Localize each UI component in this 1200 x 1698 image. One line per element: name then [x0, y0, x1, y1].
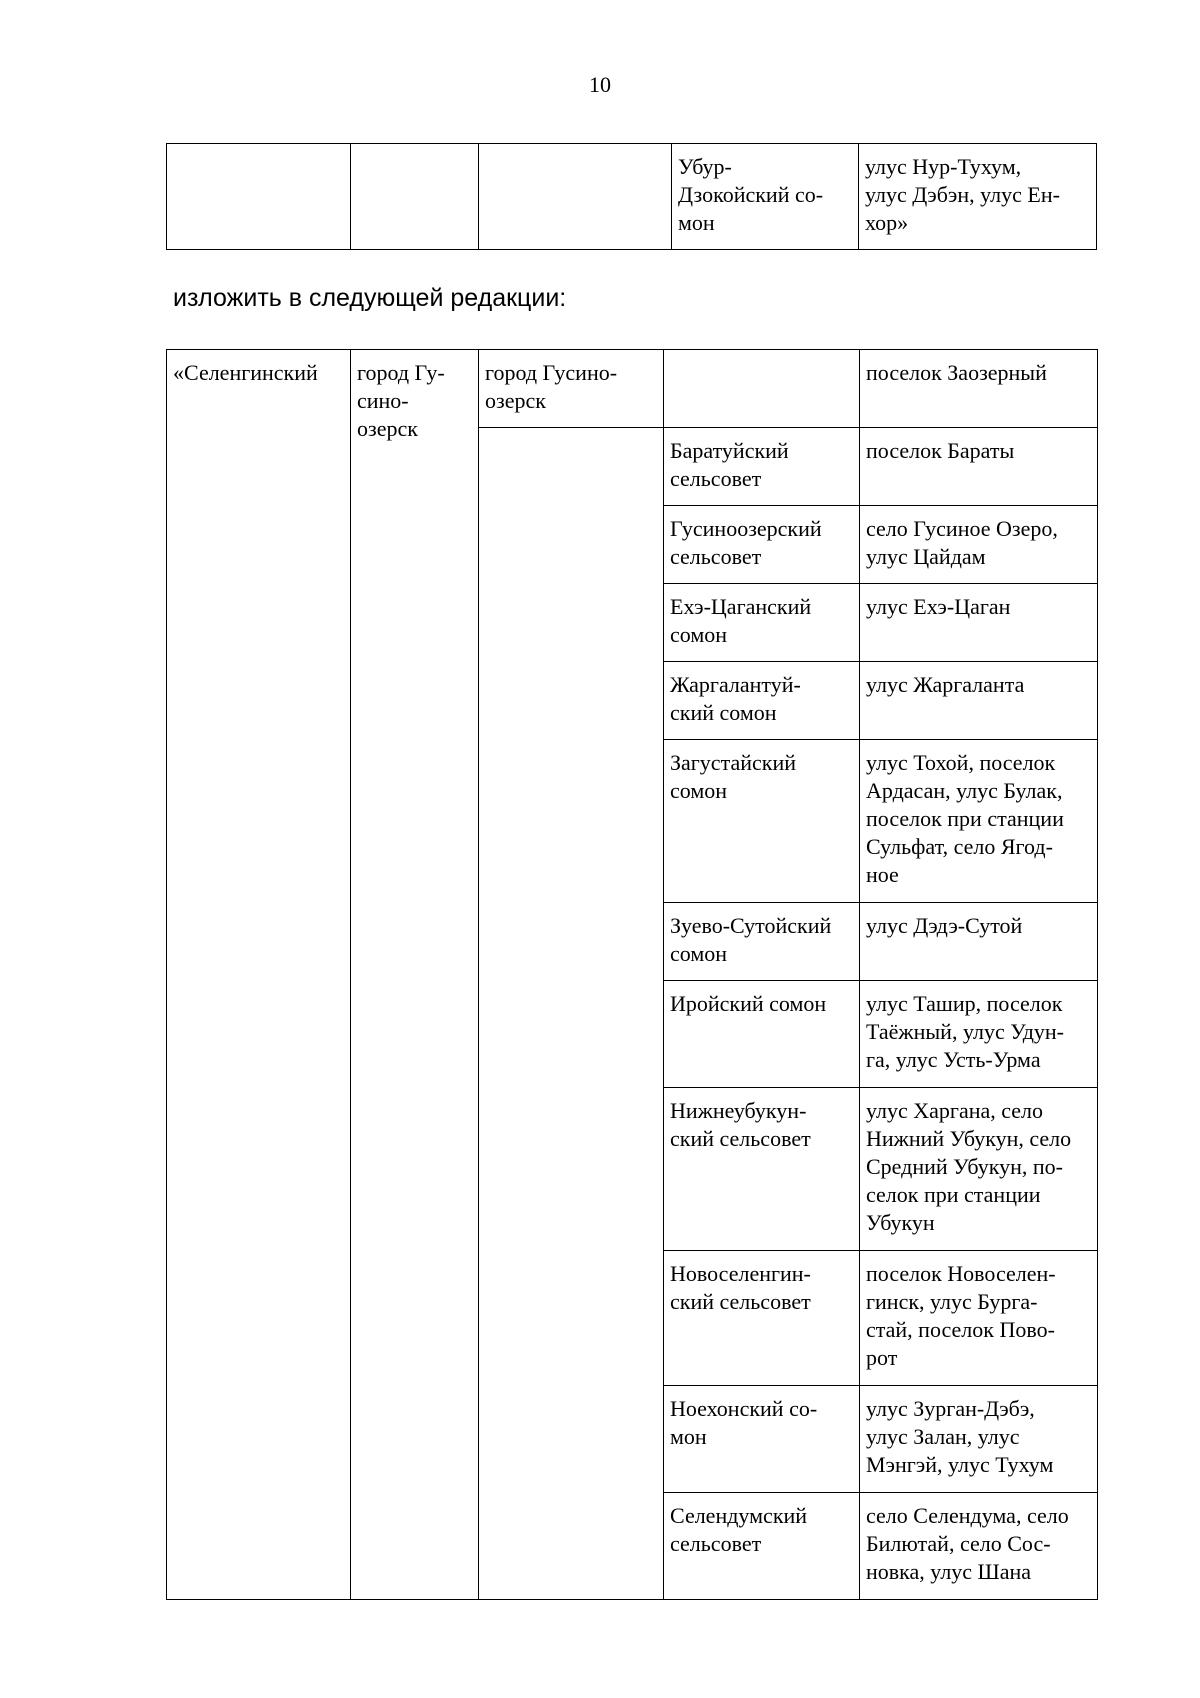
admin-unit-cell — [664, 350, 860, 428]
settlements-cell: улус Дэдэ-Сутой — [860, 903, 1098, 981]
settlements-cell: улус Нур-Тухум, улус Дэбэн, улус Ен- хор» — [859, 144, 1097, 250]
admin-unit-cell: Иройский сомон — [664, 981, 860, 1088]
settlements-cell: село Селендума, село Билютай, село Сос- новка, улус Шана — [860, 1493, 1098, 1600]
instruction-text: изложить в следующей редакции: — [173, 284, 567, 312]
empty-cell — [479, 428, 664, 1600]
table-cell — [479, 144, 672, 250]
district-cell: «Селенгинский — [167, 350, 351, 1600]
settlements-cell: улус Ехэ-Цаган — [860, 584, 1098, 662]
table-cell — [167, 144, 351, 250]
city-settlement-cell: город Гусино- озерск — [479, 350, 664, 428]
admin-unit-cell: Селендумский сельсовет — [664, 1493, 860, 1600]
admin-unit-cell: Баратуйский сельсовет — [664, 428, 860, 506]
table-row — [167, 350, 1098, 428]
settlements-cell: поселок Новоселен- гинск, улус Бурга- стай, поселок Пово- рот — [860, 1251, 1098, 1386]
settlements-cell: улус Жаргаланта — [860, 662, 1098, 740]
settlements-cell: улус Ташир, поселок Таёжный, улус Удун- га, улус Усть-Урма — [860, 981, 1098, 1088]
admin-unit-cell: Нижнеубукун- ский сельсовет — [664, 1088, 860, 1251]
city-district-cell: город Гу- сино- озерск — [351, 350, 479, 1600]
table-row — [167, 144, 1097, 250]
admin-unit-cell: Гусиноозерский сельсовет — [664, 506, 860, 584]
settlements-table — [166, 349, 1098, 1600]
admin-unit-cell: Жаргалантуй- ский сомон — [664, 662, 860, 740]
admin-unit-cell: Ноехонский со- мон — [664, 1386, 860, 1493]
settlements-cell: улус Тохой, поселок Ардасан, улус Булак, поселок при станции Сульфат, село Ягод- ное — [860, 740, 1098, 903]
page-number: 10 — [589, 72, 611, 97]
admin-unit-cell: Загустайский сомон — [664, 740, 860, 903]
admin-unit-cell: Ехэ-Цаганский сомон — [664, 584, 860, 662]
previous-table-fragment — [166, 143, 1097, 250]
settlements-cell: поселок Заозерный — [860, 350, 1098, 428]
settlements-cell: улус Зурган-Дэбэ, улус Залан, улус Мэнгэй, улус Тухум — [860, 1386, 1098, 1493]
admin-unit-cell: Новоселенгин- ский сельсовет — [664, 1251, 860, 1386]
settlements-cell: поселок Бараты — [860, 428, 1098, 506]
admin-unit-cell: Убур- Дзокойский со- мон — [672, 144, 859, 250]
admin-unit-cell: Зуево-Сутойский сомон — [664, 903, 860, 981]
table-cell — [351, 144, 479, 250]
settlements-cell: улус Харгана, село Нижний Убукун, село Средний Убукун, по- селок при станции Убукун — [860, 1088, 1098, 1251]
settlements-cell: село Гусиное Озеро, улус Цайдам — [860, 506, 1098, 584]
